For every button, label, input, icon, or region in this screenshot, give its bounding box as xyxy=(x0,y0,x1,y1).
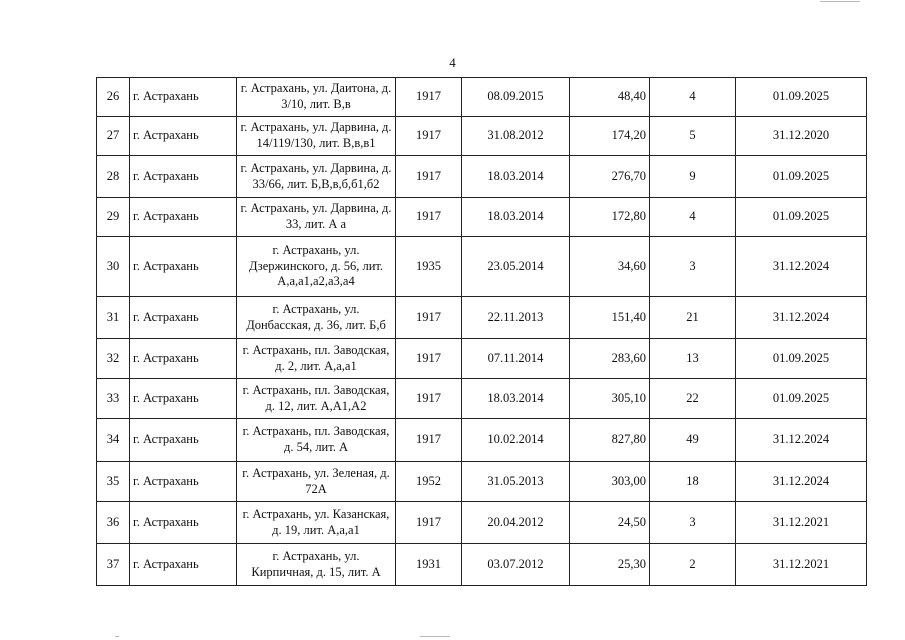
construction-year-cell: 1952 xyxy=(396,462,462,502)
table-row xyxy=(97,544,867,586)
date-cell: 18.03.2014 xyxy=(462,379,570,419)
address-cell: г. Астрахань, ул. Кирпичная, д. 15, лит. А xyxy=(237,544,396,586)
area-cell: 24,50 xyxy=(570,502,650,544)
city-cell: г. Астрахань xyxy=(130,237,237,297)
deadline-cell: 31.12.2024 xyxy=(736,462,867,502)
city-cell: г. Астрахань xyxy=(130,339,237,379)
area-cell: 34,60 xyxy=(570,237,650,297)
page-number: 4 xyxy=(449,55,456,70)
area-cell: 172,80 xyxy=(570,198,650,237)
construction-year-cell: 1917 xyxy=(396,419,462,462)
residents-count-cell: 13 xyxy=(650,339,736,379)
deadline-cell: 31.12.2024 xyxy=(736,297,867,339)
row-number: 28 xyxy=(97,156,130,198)
date-cell: 07.11.2014 xyxy=(462,339,570,379)
housing-register-table xyxy=(96,77,867,586)
area-cell: 305,10 xyxy=(570,379,650,419)
row-number: 27 xyxy=(97,117,130,156)
address-cell: г. Астрахань, ул. Дарвина, д. 33/66, лит. Б,В,в,б,б1,б2 xyxy=(237,156,396,198)
address-cell: г. Астрахань, пл. Заводская, д. 54, лит. А xyxy=(237,419,396,462)
city-cell: г. Астрахань xyxy=(130,156,237,198)
scan-artifact xyxy=(820,1,860,2)
row-number: 36 xyxy=(97,502,130,544)
area-cell: 827,80 xyxy=(570,419,650,462)
row-number: 34 xyxy=(97,419,130,462)
address-cell: г. Астрахань, ул. Дарвина, д. 14/119/130, лит. В,в,в1 xyxy=(237,117,396,156)
deadline-cell: 31.12.2024 xyxy=(736,419,867,462)
construction-year-cell: 1917 xyxy=(396,339,462,379)
area-cell: 151,40 xyxy=(570,297,650,339)
scan-artifact xyxy=(420,636,450,637)
row-number: 31 xyxy=(97,297,130,339)
date-cell: 20.04.2012 xyxy=(462,502,570,544)
deadline-cell: 01.09.2025 xyxy=(736,156,867,198)
residents-count-cell: 22 xyxy=(650,379,736,419)
table-row xyxy=(97,117,867,156)
residents-count-cell: 18 xyxy=(650,462,736,502)
date-cell: 08.09.2015 xyxy=(462,78,570,117)
table-row xyxy=(97,237,867,297)
row-number: 33 xyxy=(97,379,130,419)
address-cell: г. Астрахань, ул. Дарвина, д. 33, лит. А а xyxy=(237,198,396,237)
residents-count-cell: 3 xyxy=(650,237,736,297)
date-cell: 10.02.2014 xyxy=(462,419,570,462)
city-cell: г. Астрахань xyxy=(130,544,237,586)
date-cell: 03.07.2012 xyxy=(462,544,570,586)
table-row xyxy=(97,462,867,502)
table-row xyxy=(97,297,867,339)
table-row xyxy=(97,502,867,544)
area-cell: 283,60 xyxy=(570,339,650,379)
construction-year-cell: 1917 xyxy=(396,502,462,544)
scan-artifact xyxy=(115,636,119,637)
deadline-cell: 01.09.2025 xyxy=(736,339,867,379)
date-cell: 22.11.2013 xyxy=(462,297,570,339)
row-number: 30 xyxy=(97,237,130,297)
area-cell: 25,30 xyxy=(570,544,650,586)
construction-year-cell: 1917 xyxy=(396,297,462,339)
residents-count-cell: 2 xyxy=(650,544,736,586)
deadline-cell: 31.12.2024 xyxy=(736,237,867,297)
deadline-cell: 01.09.2025 xyxy=(736,379,867,419)
address-cell: г. Астрахань, пл. Заводская, д. 2, лит. А,а,а1 xyxy=(237,339,396,379)
city-cell: г. Астрахань xyxy=(130,297,237,339)
row-number: 32 xyxy=(97,339,130,379)
residents-count-cell: 4 xyxy=(650,198,736,237)
table-row xyxy=(97,379,867,419)
city-cell: г. Астрахань xyxy=(130,462,237,502)
residents-count-cell: 4 xyxy=(650,78,736,117)
city-cell: г. Астрахань xyxy=(130,78,237,117)
date-cell: 18.03.2014 xyxy=(462,156,570,198)
construction-year-cell: 1935 xyxy=(396,237,462,297)
area-cell: 174,20 xyxy=(570,117,650,156)
address-cell: г. Астрахань, ул. Даитона, д. 3/10, лит. В,в xyxy=(237,78,396,117)
table-body xyxy=(97,78,867,586)
city-cell: г. Астрахань xyxy=(130,419,237,462)
deadline-cell: 31.12.2021 xyxy=(736,502,867,544)
address-cell: г. Астрахань, ул. Зеленая, д. 72А xyxy=(237,462,396,502)
area-cell: 48,40 xyxy=(570,78,650,117)
table-row xyxy=(97,419,867,462)
residents-count-cell: 3 xyxy=(650,502,736,544)
city-cell: г. Астрахань xyxy=(130,502,237,544)
deadline-cell: 01.09.2025 xyxy=(736,78,867,117)
deadline-cell: 31.12.2021 xyxy=(736,544,867,586)
residents-count-cell: 21 xyxy=(650,297,736,339)
area-cell: 276,70 xyxy=(570,156,650,198)
residents-count-cell: 49 xyxy=(650,419,736,462)
city-cell: г. Астрахань xyxy=(130,117,237,156)
construction-year-cell: 1917 xyxy=(396,78,462,117)
date-cell: 18.03.2014 xyxy=(462,198,570,237)
construction-year-cell: 1917 xyxy=(396,379,462,419)
date-cell: 31.05.2013 xyxy=(462,462,570,502)
residents-count-cell: 9 xyxy=(650,156,736,198)
residents-count-cell: 5 xyxy=(650,117,736,156)
table-row xyxy=(97,198,867,237)
row-number: 26 xyxy=(97,78,130,117)
address-cell: г. Астрахань, ул. Дзержинского, д. 56, лит. А,а,а1,а2,а3,а4 xyxy=(237,237,396,297)
construction-year-cell: 1917 xyxy=(396,198,462,237)
construction-year-cell: 1917 xyxy=(396,117,462,156)
city-cell: г. Астрахань xyxy=(130,379,237,419)
address-cell: г. Астрахань, ул. Донбасская, д. 36, лит. Б,б xyxy=(237,297,396,339)
city-cell: г. Астрахань xyxy=(130,198,237,237)
deadline-cell: 01.09.2025 xyxy=(736,198,867,237)
table-row xyxy=(97,339,867,379)
address-cell: г. Астрахань, ул. Казанская, д. 19, лит. А,а,а1 xyxy=(237,502,396,544)
table-row xyxy=(97,156,867,198)
construction-year-cell: 1931 xyxy=(396,544,462,586)
deadline-cell: 31.12.2020 xyxy=(736,117,867,156)
date-cell: 31.08.2012 xyxy=(462,117,570,156)
row-number: 37 xyxy=(97,544,130,586)
date-cell: 23.05.2014 xyxy=(462,237,570,297)
row-number: 29 xyxy=(97,198,130,237)
area-cell: 303,00 xyxy=(570,462,650,502)
row-number: 35 xyxy=(97,462,130,502)
construction-year-cell: 1917 xyxy=(396,156,462,198)
address-cell: г. Астрахань, пл. Заводская, д. 12, лит. А,А1,А2 xyxy=(237,379,396,419)
table-row xyxy=(97,78,867,117)
